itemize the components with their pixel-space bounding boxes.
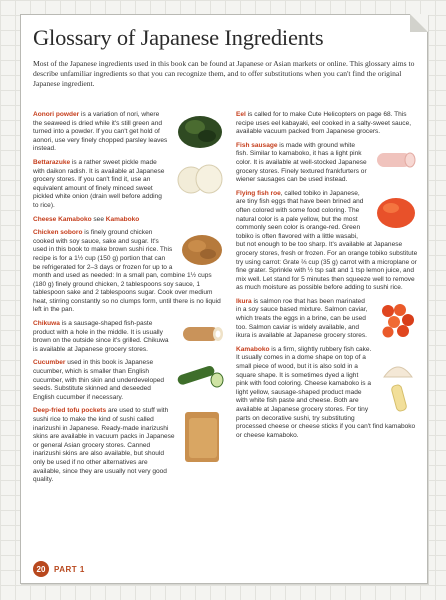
term: Cucumber bbox=[33, 359, 66, 367]
glossary-entry-chikuwa bbox=[33, 320, 225, 354]
tofu-pockets-image bbox=[181, 408, 225, 468]
term: Fish sausage bbox=[236, 141, 278, 149]
term: Ikura bbox=[236, 297, 252, 305]
glossary-entry-ikura bbox=[236, 298, 418, 341]
page-title: Glossary of Japanese Ingredients bbox=[33, 25, 324, 50]
aonori-powder-image bbox=[175, 112, 225, 150]
glossary-entry-chicken-soboro bbox=[33, 229, 225, 315]
term: Flying fish roe bbox=[236, 189, 281, 197]
glossary-entry-tofu-pockets bbox=[33, 407, 225, 484]
definition: is called for to make Cute Helicopters on page 68. This recipe uses eel kabayaki, eel cooked in a salty-sweet sauce, available vacuum packed from Japanese grocers. bbox=[236, 111, 412, 136]
definition: see bbox=[91, 215, 106, 223]
term: Aonori powder bbox=[33, 111, 80, 118]
intro-paragraph: Most of the Japanese ingredients used in this book can be found at Japanese or Asian markets or online. This glossary aims to describe unfamiliar ingredients so that you can recognize them, and to offer substitutions when you can't find the original Japanese ingredient. bbox=[33, 59, 415, 89]
chicken-soboro-image bbox=[179, 230, 225, 268]
glossary-entry-aonori bbox=[33, 111, 225, 154]
term: Deep-fried tofu pockets bbox=[33, 407, 107, 415]
definition: is made with ground white fish. Similar to kamaboko, it has a light pink color. It is available at well-stocked Japanese grocery stores. Finely textured frankfurters or wiener sausages can be used instead. bbox=[236, 141, 367, 184]
glossary-entry-flying-fish-roe bbox=[236, 190, 418, 293]
definition: is finely ground chicken cooked with soy sauce, sake and sugar. It's used in this book to make brown sushi rice. This recipe is for a 1½ cup (150 g) portion that can be refrigerated for 2–3 days or frozen for up to a month and used as needed: In a small pan, combine 1½ cups (180 g) finely ground chicken, 2 tablespoons soy sauce, 1 tablespoon sake and 2 tablespoons sugar. Cook over medium heat, stirring constantly so no clumps form, until there is no liquid left in the pan. bbox=[33, 229, 221, 314]
glossary-entry-eel bbox=[236, 111, 418, 137]
glossary-entry-bettarazuke bbox=[33, 159, 225, 211]
term: Chikuwa bbox=[33, 320, 60, 328]
ikura-image bbox=[376, 299, 418, 339]
flying-fish-roe-image bbox=[374, 191, 418, 231]
left-column bbox=[33, 111, 225, 490]
definition: is a sausage-shaped fish-paste product with a hole in the middle. It is usually brown on the outside since it's grilled. Chikuwa is available at Japanese grocery stores. bbox=[33, 320, 169, 353]
page-number: 20 bbox=[33, 561, 49, 577]
glossary-entry-fish-sausage bbox=[236, 142, 418, 185]
part-label: PART 1 bbox=[54, 564, 85, 574]
definition: is a rather sweet pickle made with daikon radish. It is available at Japanese grocery stores. If you can't find it, use an equivalent amount of finely minced sweet pickled white onion (drain well before adding to rice). bbox=[33, 158, 165, 209]
definition: is a variation of nori, where the seaweed is dried while it's still green and turned into a powder. If you can't get hold of aonori, use very finely chopped parsley leaves instead. bbox=[33, 111, 168, 153]
term: Cheese Kamaboko bbox=[33, 215, 92, 223]
glossary-entry-cucumber bbox=[33, 359, 225, 402]
right-column bbox=[236, 111, 418, 445]
chikuwa-image bbox=[179, 321, 225, 347]
fish-sausage-image bbox=[374, 143, 418, 177]
cross-reference: Kamaboko bbox=[105, 215, 140, 223]
definition: is salmon roe that has been marinated in a soy sauce based mixture. Salmon caviar, which treats the eggs in a brine, can be used too. Salmon caviar is widely available, and ikura is available at Japanese grocery stores. bbox=[236, 297, 368, 340]
definition: are used to stuff with sushi rice to make the kind of sushi called inarizushi in Japanese. Ready-made inarizushi skins are available in vacuum packs in Japanese or general Asian grocery stores. Canned inarizushi skins are also available, but should only be used if no other alternatives are available, since they are usually not very good quality. bbox=[33, 407, 175, 484]
definition: is a firm, slightly rubbery fish cake. It usually comes in a dome shape on top of a small piece of wood, but it is also sold in a square shape. It is sometimes dyed a light pink with food coloring. Cheese kamaboko is a light yellow, sausage-shaped product made with white fish paste and cheese. Both are available at Japanese grocery stores. For tiny parts on decorative sushi, try substituting processed cheese or cheese sticks if you can't find kamaboko or cheese kamaboko. bbox=[236, 345, 416, 439]
term: Chicken soboro bbox=[33, 229, 83, 237]
term: Bettarazuke bbox=[33, 158, 71, 166]
glossary-entry-kamaboko bbox=[236, 346, 418, 441]
bettarazuke-image bbox=[175, 160, 225, 196]
term: Eel bbox=[236, 111, 246, 118]
definition: used in this book is Japanese cucumber, which is smaller than English cucumber, with thin skin and underdeveloped seeds. Substitute skinned and deseeded English cucumber if necessary. bbox=[33, 359, 165, 401]
kamaboko-image bbox=[378, 347, 418, 417]
glossary-entry-cheese-kamaboko bbox=[33, 216, 225, 225]
page-card bbox=[20, 14, 428, 584]
term: Kamaboko bbox=[236, 345, 270, 353]
cucumber-image bbox=[173, 360, 225, 390]
definition: , called tobiko in Japanese, are tiny fish eggs that have been brined and often colored with some food coloring. The natural color is a pale yellow, but the most commonly seen color is orange-red. Green tobiko is often flavored with a little wasabi, but not enough to be too sharp. It's available at Japanese grocery stores, fresh or frozen. For an orange tobiko substitute try using carrot: Grate ⅔ cup (35 g) carrot with a microplane or fine grater. Sprinkle with ½ tsp salt and 1 tsp lemon juice, and mix well. Let stand for 5 minutes then squeeze well to remove as much moisture as possible before adding to sushi rice. bbox=[236, 189, 418, 292]
page-footer bbox=[33, 561, 85, 577]
